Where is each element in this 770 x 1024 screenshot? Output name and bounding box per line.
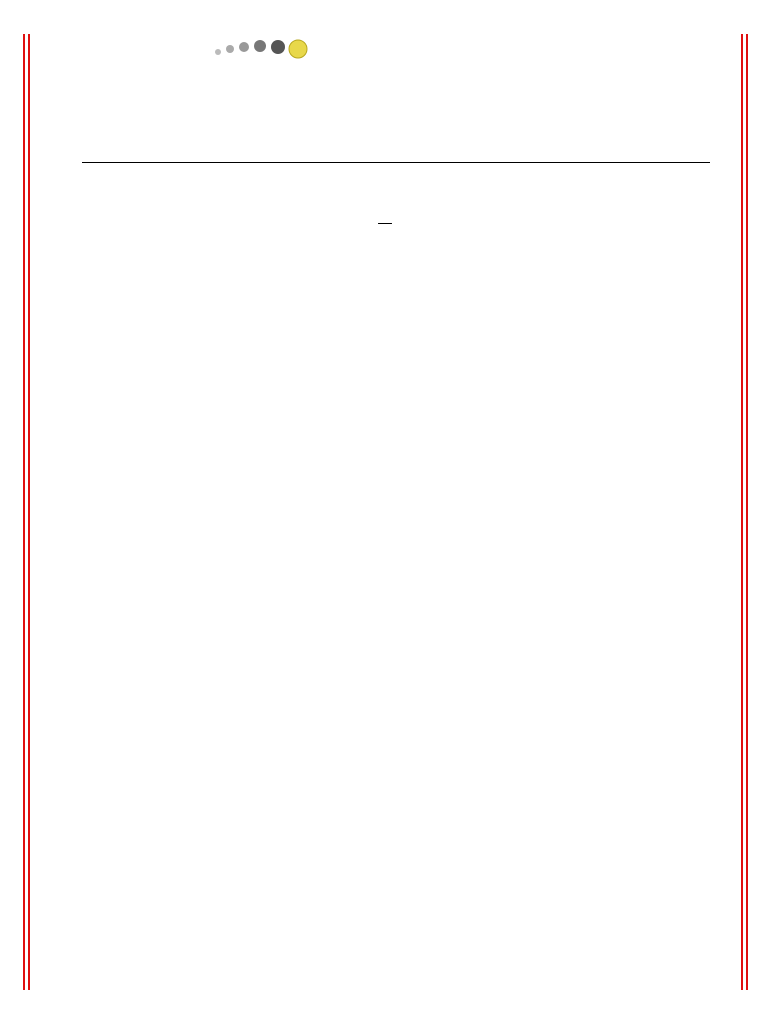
tennis-ball-dots-icon bbox=[208, 38, 348, 62]
left-border-line-outer bbox=[23, 34, 25, 990]
left-border-line-inner bbox=[28, 34, 30, 990]
right-border-line-inner bbox=[741, 34, 743, 990]
right-border-line-outer bbox=[746, 34, 748, 990]
date-text bbox=[378, 211, 392, 225]
event-dates bbox=[0, 211, 770, 225]
tennistt-logo bbox=[90, 30, 360, 118]
header-divider bbox=[82, 162, 710, 163]
